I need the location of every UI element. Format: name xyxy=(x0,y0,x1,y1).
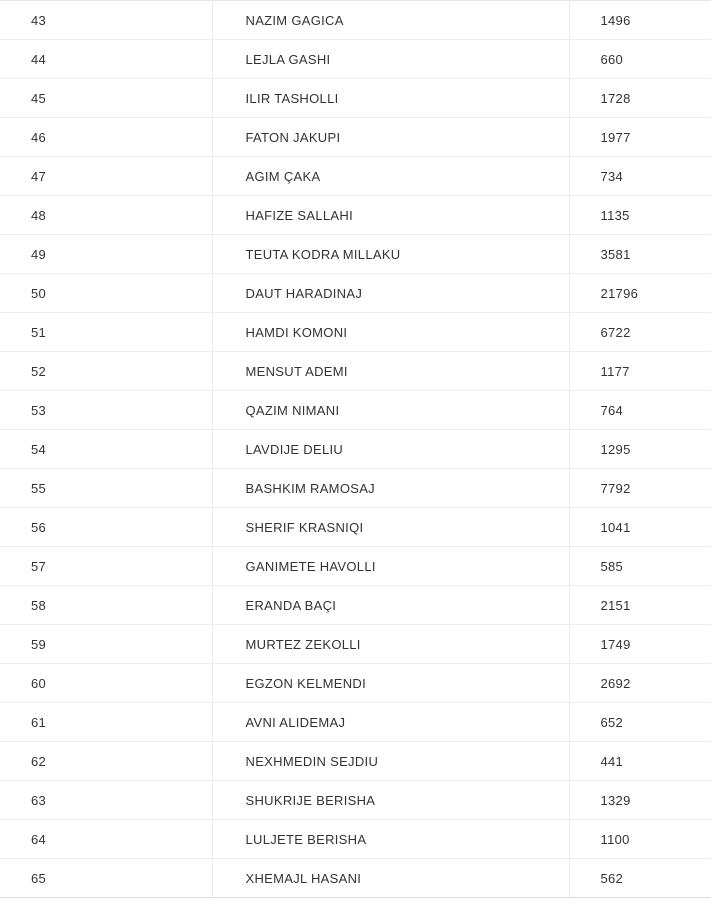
table-row xyxy=(0,469,711,508)
candidate-name-cell: SHERIF KRASNIQI xyxy=(212,508,569,547)
candidate-name-cell: EGZON KELMENDI xyxy=(212,664,569,703)
vote-count-cell: 585 xyxy=(569,547,711,586)
candidate-name-cell: LULJETE BERISHA xyxy=(212,820,569,859)
vote-count-cell: 1749 xyxy=(569,625,711,664)
candidate-name-cell: MENSUT ADEMI xyxy=(212,352,569,391)
candidate-name-cell: NAZIM GAGICA xyxy=(212,1,569,40)
vote-count-cell: 1329 xyxy=(569,781,711,820)
candidate-number-cell: 58 xyxy=(0,586,212,625)
table-row xyxy=(0,274,711,313)
table-row xyxy=(0,586,711,625)
candidate-number-cell: 47 xyxy=(0,157,212,196)
vote-count-cell: 2151 xyxy=(569,586,711,625)
candidate-name-cell: BASHKIM RAMOSAJ xyxy=(212,469,569,508)
candidate-name-cell: LEJLA GASHI xyxy=(212,40,569,79)
candidate-number-cell: 45 xyxy=(0,79,212,118)
vote-count-cell: 562 xyxy=(600,870,624,886)
candidate-name-cell: QAZIM NIMANI xyxy=(212,391,569,430)
candidate-name-cell: ERANDA BAÇI xyxy=(212,586,569,625)
table-row xyxy=(0,430,711,469)
table-row xyxy=(0,742,711,781)
table-row xyxy=(0,79,711,118)
candidate-number-cell: 51 xyxy=(0,313,212,352)
candidate-name-cell: FATON JAKUPI xyxy=(212,118,569,157)
candidate-number-cell: 64 xyxy=(0,820,212,859)
vote-count-cell: 652 xyxy=(569,703,711,742)
candidate-number-cell: 53 xyxy=(0,391,212,430)
vote-count-cell: 1041 xyxy=(569,508,711,547)
candidate-name-cell: XHEMAJL HASANI xyxy=(212,859,569,898)
candidate-name-cell: AVNI ALIDEMAJ xyxy=(212,703,569,742)
table-row xyxy=(0,1,711,40)
vote-count-cell: 2692 xyxy=(569,664,711,703)
vote-count-cell: 1496 xyxy=(569,1,711,40)
candidate-number-cell: 52 xyxy=(0,352,212,391)
candidate-number-cell: 62 xyxy=(0,742,212,781)
vote-count-cell: 3581 xyxy=(569,235,711,274)
table-row xyxy=(0,157,711,196)
vote-count-cell: 441 xyxy=(569,742,711,781)
candidate-number-cell: 44 xyxy=(0,40,212,79)
table-row xyxy=(0,40,711,79)
vote-count-cell: 1977 xyxy=(569,118,711,157)
table-row xyxy=(0,547,711,586)
table-row xyxy=(0,352,711,391)
candidate-name-cell: NEXHMEDIN SEJDIU xyxy=(212,742,569,781)
candidate-number-cell: 55 xyxy=(0,469,212,508)
candidate-name-cell: MURTEZ ZEKOLLI xyxy=(212,625,569,664)
candidate-name-cell: ILIR TASHOLLI xyxy=(212,79,569,118)
candidate-name-cell: LAVDIJE DELIU xyxy=(212,430,569,469)
vote-count-cell: 1295 xyxy=(569,430,711,469)
candidate-number-cell: 54 xyxy=(0,430,212,469)
candidate-number-cell: 48 xyxy=(0,196,212,235)
candidate-name-cell: AGIM ÇAKA xyxy=(212,157,569,196)
table-row xyxy=(0,625,711,664)
candidate-number-cell: 46 xyxy=(0,118,212,157)
vote-count-cell: 6722 xyxy=(569,313,711,352)
candidate-number-cell: 60 xyxy=(0,664,212,703)
candidate-name-cell: TEUTA KODRA MILLAKU xyxy=(212,235,569,274)
vote-count-cell: 1728 xyxy=(569,79,711,118)
candidate-number-cell: 50 xyxy=(0,274,212,313)
candidate-name-cell: SHUKRIJE BERISHA xyxy=(212,781,569,820)
vote-count-cell: 1135 xyxy=(569,196,711,235)
table-row xyxy=(0,508,711,547)
table-row xyxy=(0,664,711,703)
candidate-name-cell: GANIMETE HAVOLLI xyxy=(212,547,569,586)
table-row xyxy=(0,235,711,274)
candidate-name-cell: HAMDI KOMONI xyxy=(212,313,569,352)
vote-count-cell: 1100 xyxy=(569,820,711,859)
table-row xyxy=(0,196,711,235)
vote-count-cell: 7792 xyxy=(569,469,711,508)
vote-count-cell: 734 xyxy=(569,157,711,196)
vote-count-cell: 660 xyxy=(569,40,711,79)
candidate-number-cell: 61 xyxy=(0,703,212,742)
table-row xyxy=(0,820,711,859)
table-row xyxy=(0,781,711,820)
table-row xyxy=(0,391,711,430)
table-row xyxy=(0,118,711,157)
candidate-number-cell: 56 xyxy=(0,508,212,547)
table-row xyxy=(0,313,711,352)
vote-count-cell: 21796 xyxy=(569,274,711,313)
candidate-number-cell: 65 xyxy=(31,870,47,886)
candidate-number-cell: 57 xyxy=(0,547,212,586)
candidate-number-cell: 63 xyxy=(0,781,212,820)
vote-count-cell: 1177 xyxy=(569,352,711,391)
vote-count-cell: 764 xyxy=(569,391,711,430)
candidate-number-cell: 59 xyxy=(0,625,212,664)
candidate-number-cell: 43 xyxy=(0,1,212,40)
candidate-name-cell: DAUT HARADINAJ xyxy=(212,274,569,313)
table-body xyxy=(0,1,711,898)
candidate-name-cell: HAFIZE SALLAHI xyxy=(212,196,569,235)
table-row xyxy=(0,859,711,898)
table-row xyxy=(0,703,711,742)
candidate-number-cell: 49 xyxy=(0,235,212,274)
